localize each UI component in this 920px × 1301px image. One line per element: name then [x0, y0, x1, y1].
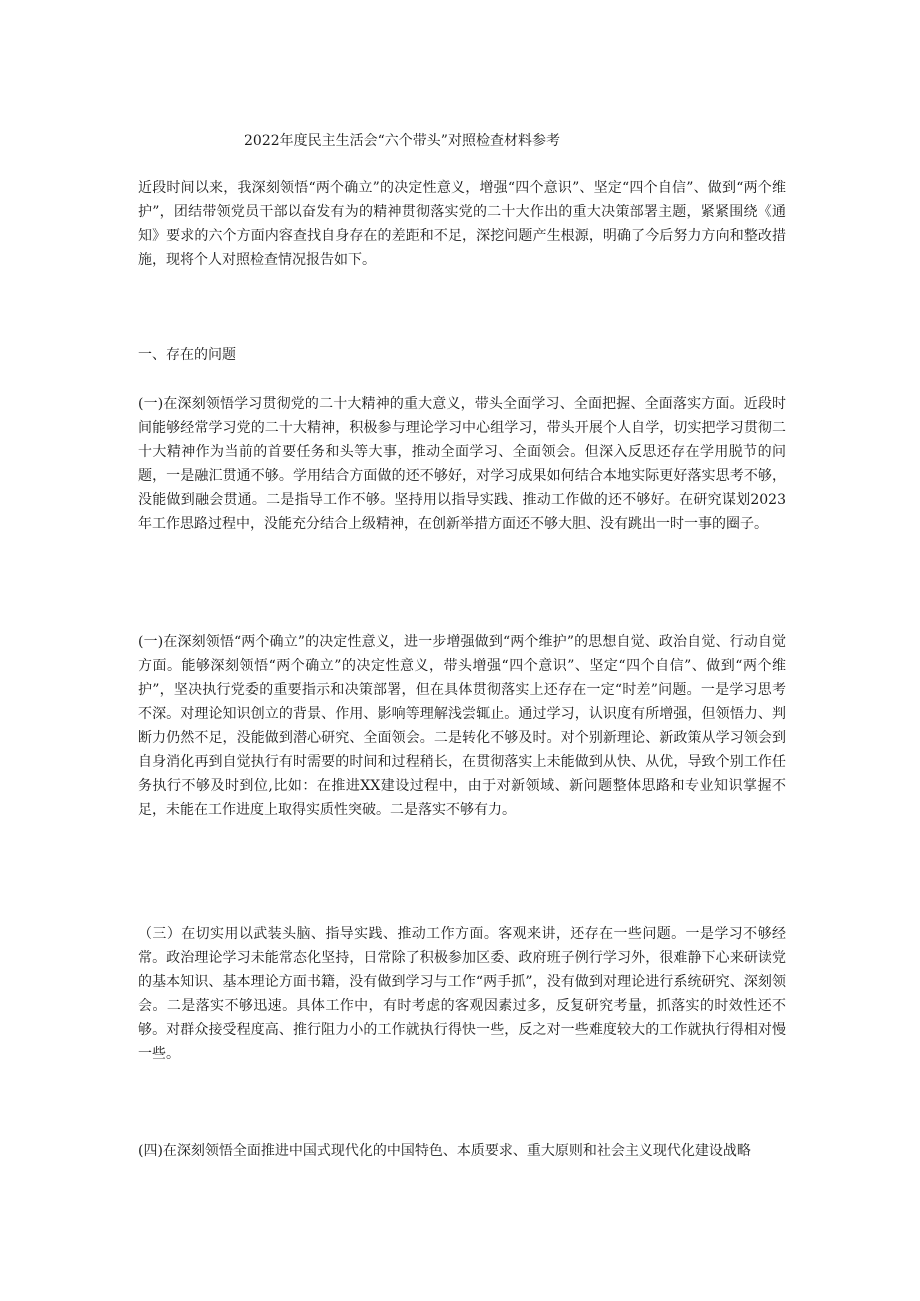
paragraph-item-2: (一)在深刻领悟“两个确立”的决定性意义，进一步增强做到“两个维护”的思想自觉、政治自觉、行动自觉方面。能够深刻领悟“两个确立”的决定性意义，带头增强“四个意识”、坚定“四个自信”、做到“两个维护”，坚决执行党委的重要指示和决策部署，但在具体贯彻落实上还存在一定“时差”问题。一是学习思考不深。对理论知识创立的背景、作用、影响等理解浅尝辄止。通过学习，认识度有所增强，但领悟力、判断力仍然不足，没能做到潜心研究、全面领会。二是转化不够及时。对个别新理论、新政策从学习领会到自身消化再到自觉执行有时需要的时间和过程稍长，在贯彻落实上未能做到从快、从优，导致个别工作任务执行不够及时到位,比如：在推进XX建设过程中，由于对新领域、新问题整体思路和专业知识掌握不足，未能在工作进度上取得实质性突破。二是落实不够有力。 — [138, 634, 786, 818]
document-title: 2022年度民主生活会“六个带头”对照检查材料参考 — [244, 133, 560, 149]
section-heading: 一、存在的问题 — [138, 347, 236, 363]
paragraph-item-4: (四)在深刻领悟全面推进中国式现代化的中国特色、本质要求、重大原则和社会主义现代化建设战略 — [138, 1143, 751, 1159]
paragraph-item-3: （三）在切实用以武装头脑、指导实践、推动工作方面。客观来讲，还存在一些问题。一是学习不够经常。政治理论学习未能常态化坚持，日常除了积极参加区委、政府班子例行学习外，很难静下心来研读党的基本知识、基本理论方面书籍，没有做到学习与工作“两手抓”，没有做到对理论进行系统研究、深刻领会。二是落实不够迅速。具体工作中，有时考虑的客观因素过多，反复研究考量，抓落实的时效性还不够。对群众接受程度高、推行阻力小的工作就执行得快一些，反之对一些难度较大的工作就执行得相对慢一些。 — [138, 926, 786, 1062]
intro-paragraph: 近段时间以来，我深刻领悟“两个确立”的决定性意义，增强“四个意识”、坚定“四个自信”、做到“两个维护”，团结带领党员干部以奋发有为的精神贯彻落实党的二十大作出的重大决策部署主题，紧紧围绕《通知》要求的六个方面内容查找自身存在的差距和不足，深挖问题产生根源，明确了今后努力方向和整改措施，现将个人对照检查情况报告如下。 — [138, 180, 786, 268]
paragraph-item-1: (一)在深刻领悟学习贯彻党的二十大精神的重大意义，带头全面学习、全面把握、全面落实方面。近段时间能够经常学习党的二十大精神，积极参与理论学习中心组学习，带头开展个人自学，切实把学习贯彻二十大精神作为当前的首要任务和头等大事，推动全面学习、全面领会。但深入反思还存在学用脱节的问题，一是融汇贯通不够。学用结合方面做的还不够好，对学习成果如何结合本地实际更好落实思考不够，没能做到融会贯通。二是指导工作不够。坚持用以指导实践、推动工作做的还不够好。在研究谋划2023年工作思路过程中，没能充分结合上级精神，在创新举措方面还不够大胆、没有跳出一时一事的圈子。 — [138, 396, 786, 532]
